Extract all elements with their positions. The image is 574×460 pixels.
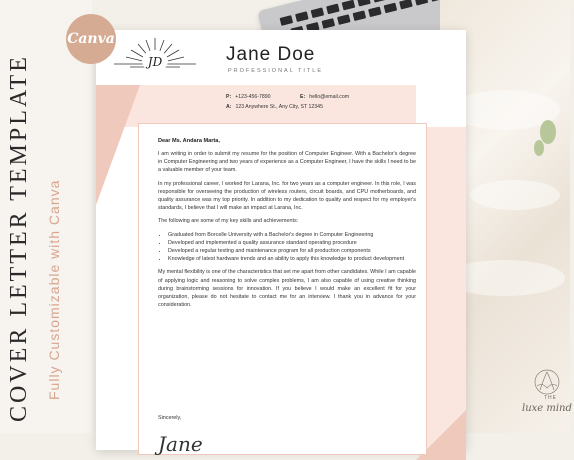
phone-value: +123-456-7890 xyxy=(235,94,271,100)
paragraph-1: I am writing in order to submit my resume for the position of Computer Engineer. With a Bachelor's degree in Computer Engineering and two years of experience as a Computer Engineer, I have the skills I need to be a valuable member of your team. xyxy=(158,151,417,174)
paragraph-3: The following are some of my key skills and achievements: xyxy=(158,218,299,225)
greeting: Dear Ms. Andara Marta, xyxy=(158,138,220,144)
monogram-text: JD xyxy=(147,55,163,69)
vertical-subtitle: Fully Customizable with Canva xyxy=(46,179,62,400)
skills-list xyxy=(158,231,416,264)
monogram-logo xyxy=(110,34,200,86)
paragraph-4: My mental flexibility is one of the characteristics that set me apart from other candidates. While I am capable of applying logic and reasoning to solve complex problems, I am also capable of using creative thinking during brainstorming sessions for innovation. If you believe I would make an excellent fit for your organization, please do not hesitate to contact me for an interview. I thank you in advance for your consideration. xyxy=(158,269,416,309)
canva-badge: Canva xyxy=(66,14,116,64)
paragraph-2: In my professional career, I worked for Larana, Inc. for two years as a computer engineer. In this role, I was responsible for overseeing the production of wireless routers, circuit boards, and CPU motherboards, and quality assurance was my top priority. In addition to my dedication to quality and respect for my employer's standards, I believe that I will make an impact at Larana, Inc. xyxy=(158,180,416,212)
phone-label: P: xyxy=(226,94,232,100)
list-item: • Developed and implemented a quality assurance standard operating procedure xyxy=(168,239,416,247)
address-line xyxy=(226,104,323,110)
signature: Jane xyxy=(158,432,203,456)
corner-accent xyxy=(96,85,140,205)
email-label: E: xyxy=(300,94,306,100)
brand-the: THE xyxy=(544,395,557,401)
email-line xyxy=(300,94,349,100)
list-item: • Knowledge of latest hardware trends and an ability to apply this knowledge to product development xyxy=(168,255,416,263)
list-item: • Developed a regular testing and maintenance program for all production components xyxy=(168,247,416,255)
closing: Sincerely, xyxy=(158,415,182,421)
list-item: • Graduated from Borcelle University with a Bachelor's degree in Computer Engineering xyxy=(168,231,416,239)
email-value: hello@email.com xyxy=(309,94,350,100)
phone-line xyxy=(226,94,271,100)
letter-text xyxy=(158,150,416,314)
vertical-title: COVER LETTER TEMPLATE xyxy=(6,54,32,422)
letter-body-card xyxy=(138,123,427,455)
cover-letter-page xyxy=(96,30,466,456)
brand-name: luxe mind xyxy=(522,403,572,414)
professional-title: PROFESSIONAL TITLE xyxy=(228,68,323,74)
applicant-name: Jane Doe xyxy=(226,44,316,65)
side-band xyxy=(426,127,466,457)
address-label: A: xyxy=(226,104,232,110)
address-value: 123 Anywhere St., Any City, ST 12345 xyxy=(235,104,323,110)
